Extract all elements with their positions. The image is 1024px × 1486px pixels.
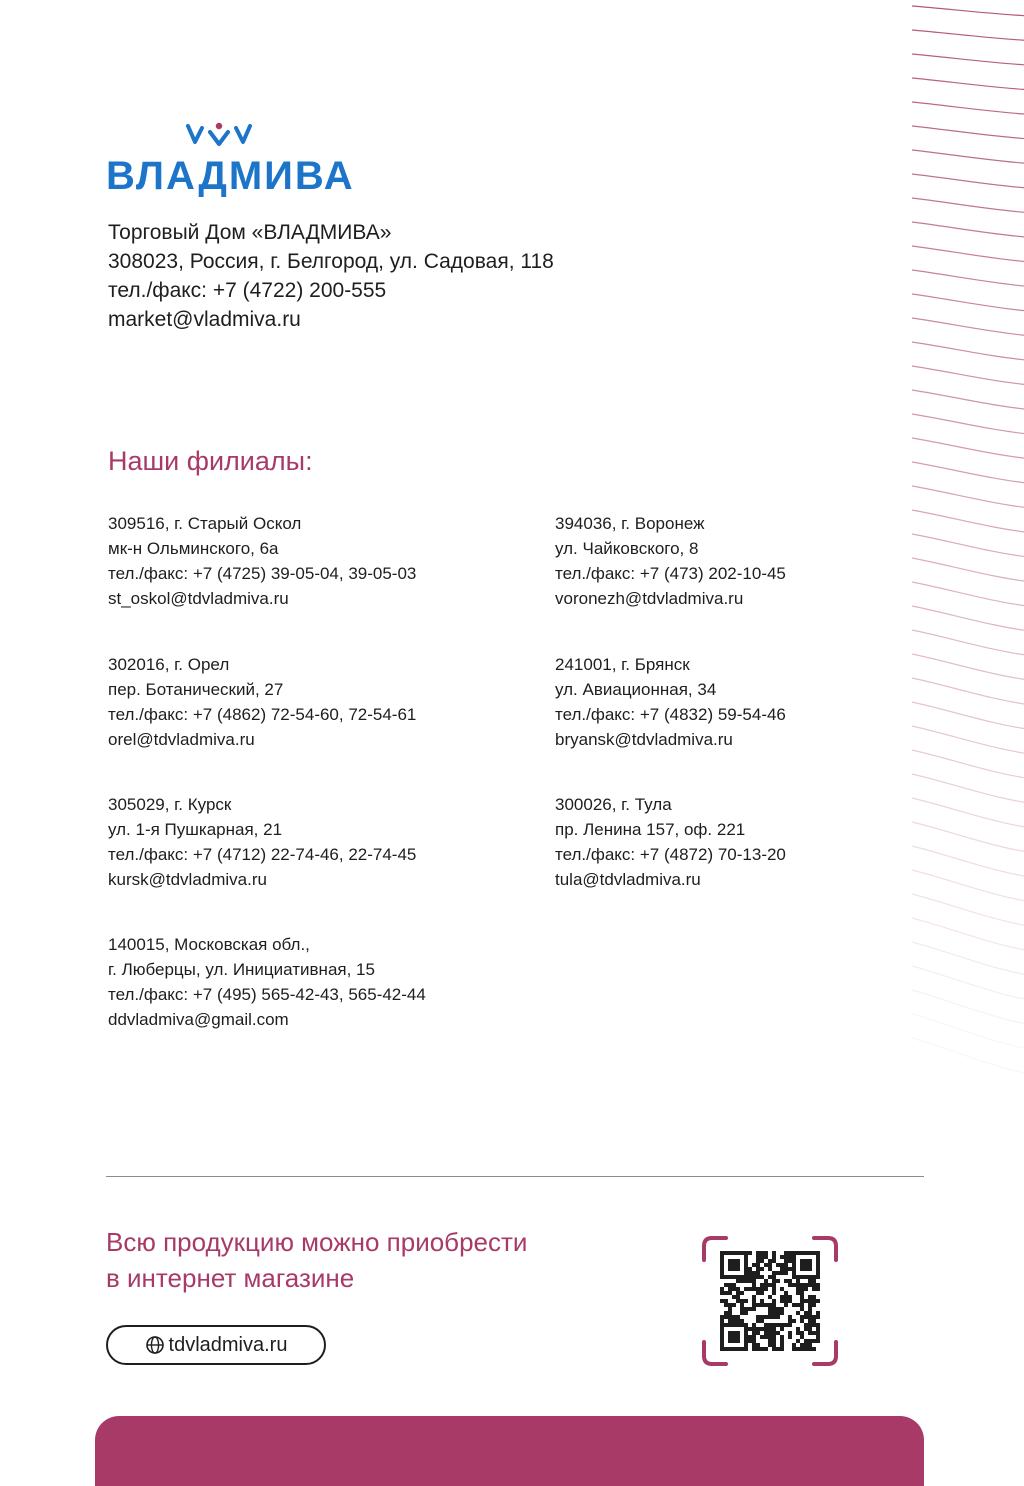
decorative-wave-lines [900, 0, 1024, 1080]
branch-index-city: 241001, г. Брянск [555, 655, 690, 674]
branch-street: пер. Ботанический, 27 [108, 680, 284, 699]
footer-band [95, 1416, 924, 1486]
branch-email[interactable]: kursk@tdvladmiva.ru [108, 870, 267, 889]
branch-email[interactable]: tula@tdvladmiva.ru [555, 870, 701, 889]
branch-index-city: 302016, г. Орел [108, 655, 230, 674]
branch-phone: тел./факс: +7 (4862) 72-54-60, 72-54-61 [108, 705, 417, 724]
branch-phone: тел./факс: +7 (4712) 22-74-46, 22-74-45 [108, 845, 417, 864]
qr-code-icon [700, 1234, 840, 1368]
website-link-button[interactable] [106, 1325, 326, 1365]
branches-heading: Наши филиалы: [108, 446, 313, 476]
branch-email[interactable]: ddvladmiva@gmail.com [108, 1010, 289, 1029]
company-email[interactable]: market@vladmiva.ru [108, 308, 301, 331]
branch-card [108, 511, 416, 611]
divider [106, 1176, 924, 1177]
branch-email[interactable]: voronezh@tdvladmiva.ru [555, 589, 744, 608]
branch-street: ул. Чайковского, 8 [555, 539, 699, 558]
company-info [108, 218, 554, 334]
globe-icon [145, 1335, 165, 1355]
branch-phone: тел./факс: +7 (4832) 59-54-46 [555, 705, 786, 724]
branch-card [108, 652, 416, 752]
branch-street: ул. 1-я Пушкарная, 21 [108, 820, 283, 839]
promo-line-2: в интернет магазине [106, 1263, 355, 1293]
vvv-logo-mark-icon [186, 122, 252, 146]
branch-email[interactable]: orel@tdvladmiva.ru [108, 730, 255, 749]
branch-card [555, 511, 786, 611]
branch-street: ул. Авиационная, 34 [555, 680, 717, 699]
company-phone: тел./факс: +7 (4722) 200-555 [108, 279, 387, 302]
branch-card [108, 932, 426, 1032]
branch-email[interactable]: st_oskol@tdvladmiva.ru [108, 589, 289, 608]
branch-index-city: 394036, г. Воронеж [555, 514, 705, 533]
company-name: Торговый Дом «ВЛАДМИВА» [108, 221, 392, 244]
branch-index-city: 300026, г. Тула [555, 795, 672, 814]
branch-index-city: 140015, Московская обл., [108, 935, 310, 954]
brand-name: ВЛАДМИВА [106, 154, 355, 198]
promo-text [106, 1224, 527, 1296]
branch-card [555, 652, 786, 752]
branch-street: мк-н Ольминского, 6а [108, 539, 279, 558]
website-label: tdvladmiva.ru [168, 1333, 288, 1356]
branch-phone: тел./факс: +7 (4872) 70-13-20 [555, 845, 786, 864]
branch-email[interactable]: bryansk@tdvladmiva.ru [555, 730, 733, 749]
branch-phone: тел./факс: +7 (495) 565-42-43, 565-42-44 [108, 985, 426, 1004]
branch-street: г. Люберцы, ул. Инициативная, 15 [108, 960, 375, 979]
branch-card [108, 792, 416, 892]
branch-card [555, 792, 786, 892]
company-address: 308023, Россия, г. Белгород, ул. Садовая, 118 [108, 250, 554, 273]
branch-phone: тел./факс: +7 (473) 202-10-45 [555, 564, 786, 583]
branch-street: пр. Ленина 157, оф. 221 [555, 820, 746, 839]
branch-index-city: 309516, г. Старый Оскол [108, 514, 302, 533]
qr-code[interactable] [700, 1234, 840, 1368]
branch-phone: тел./факс: +7 (4725) 39-05-04, 39-05-03 [108, 564, 417, 583]
branch-index-city: 305029, г. Курск [108, 795, 232, 814]
promo-line-1: Всю продукцию можно приобрести [106, 1227, 528, 1257]
